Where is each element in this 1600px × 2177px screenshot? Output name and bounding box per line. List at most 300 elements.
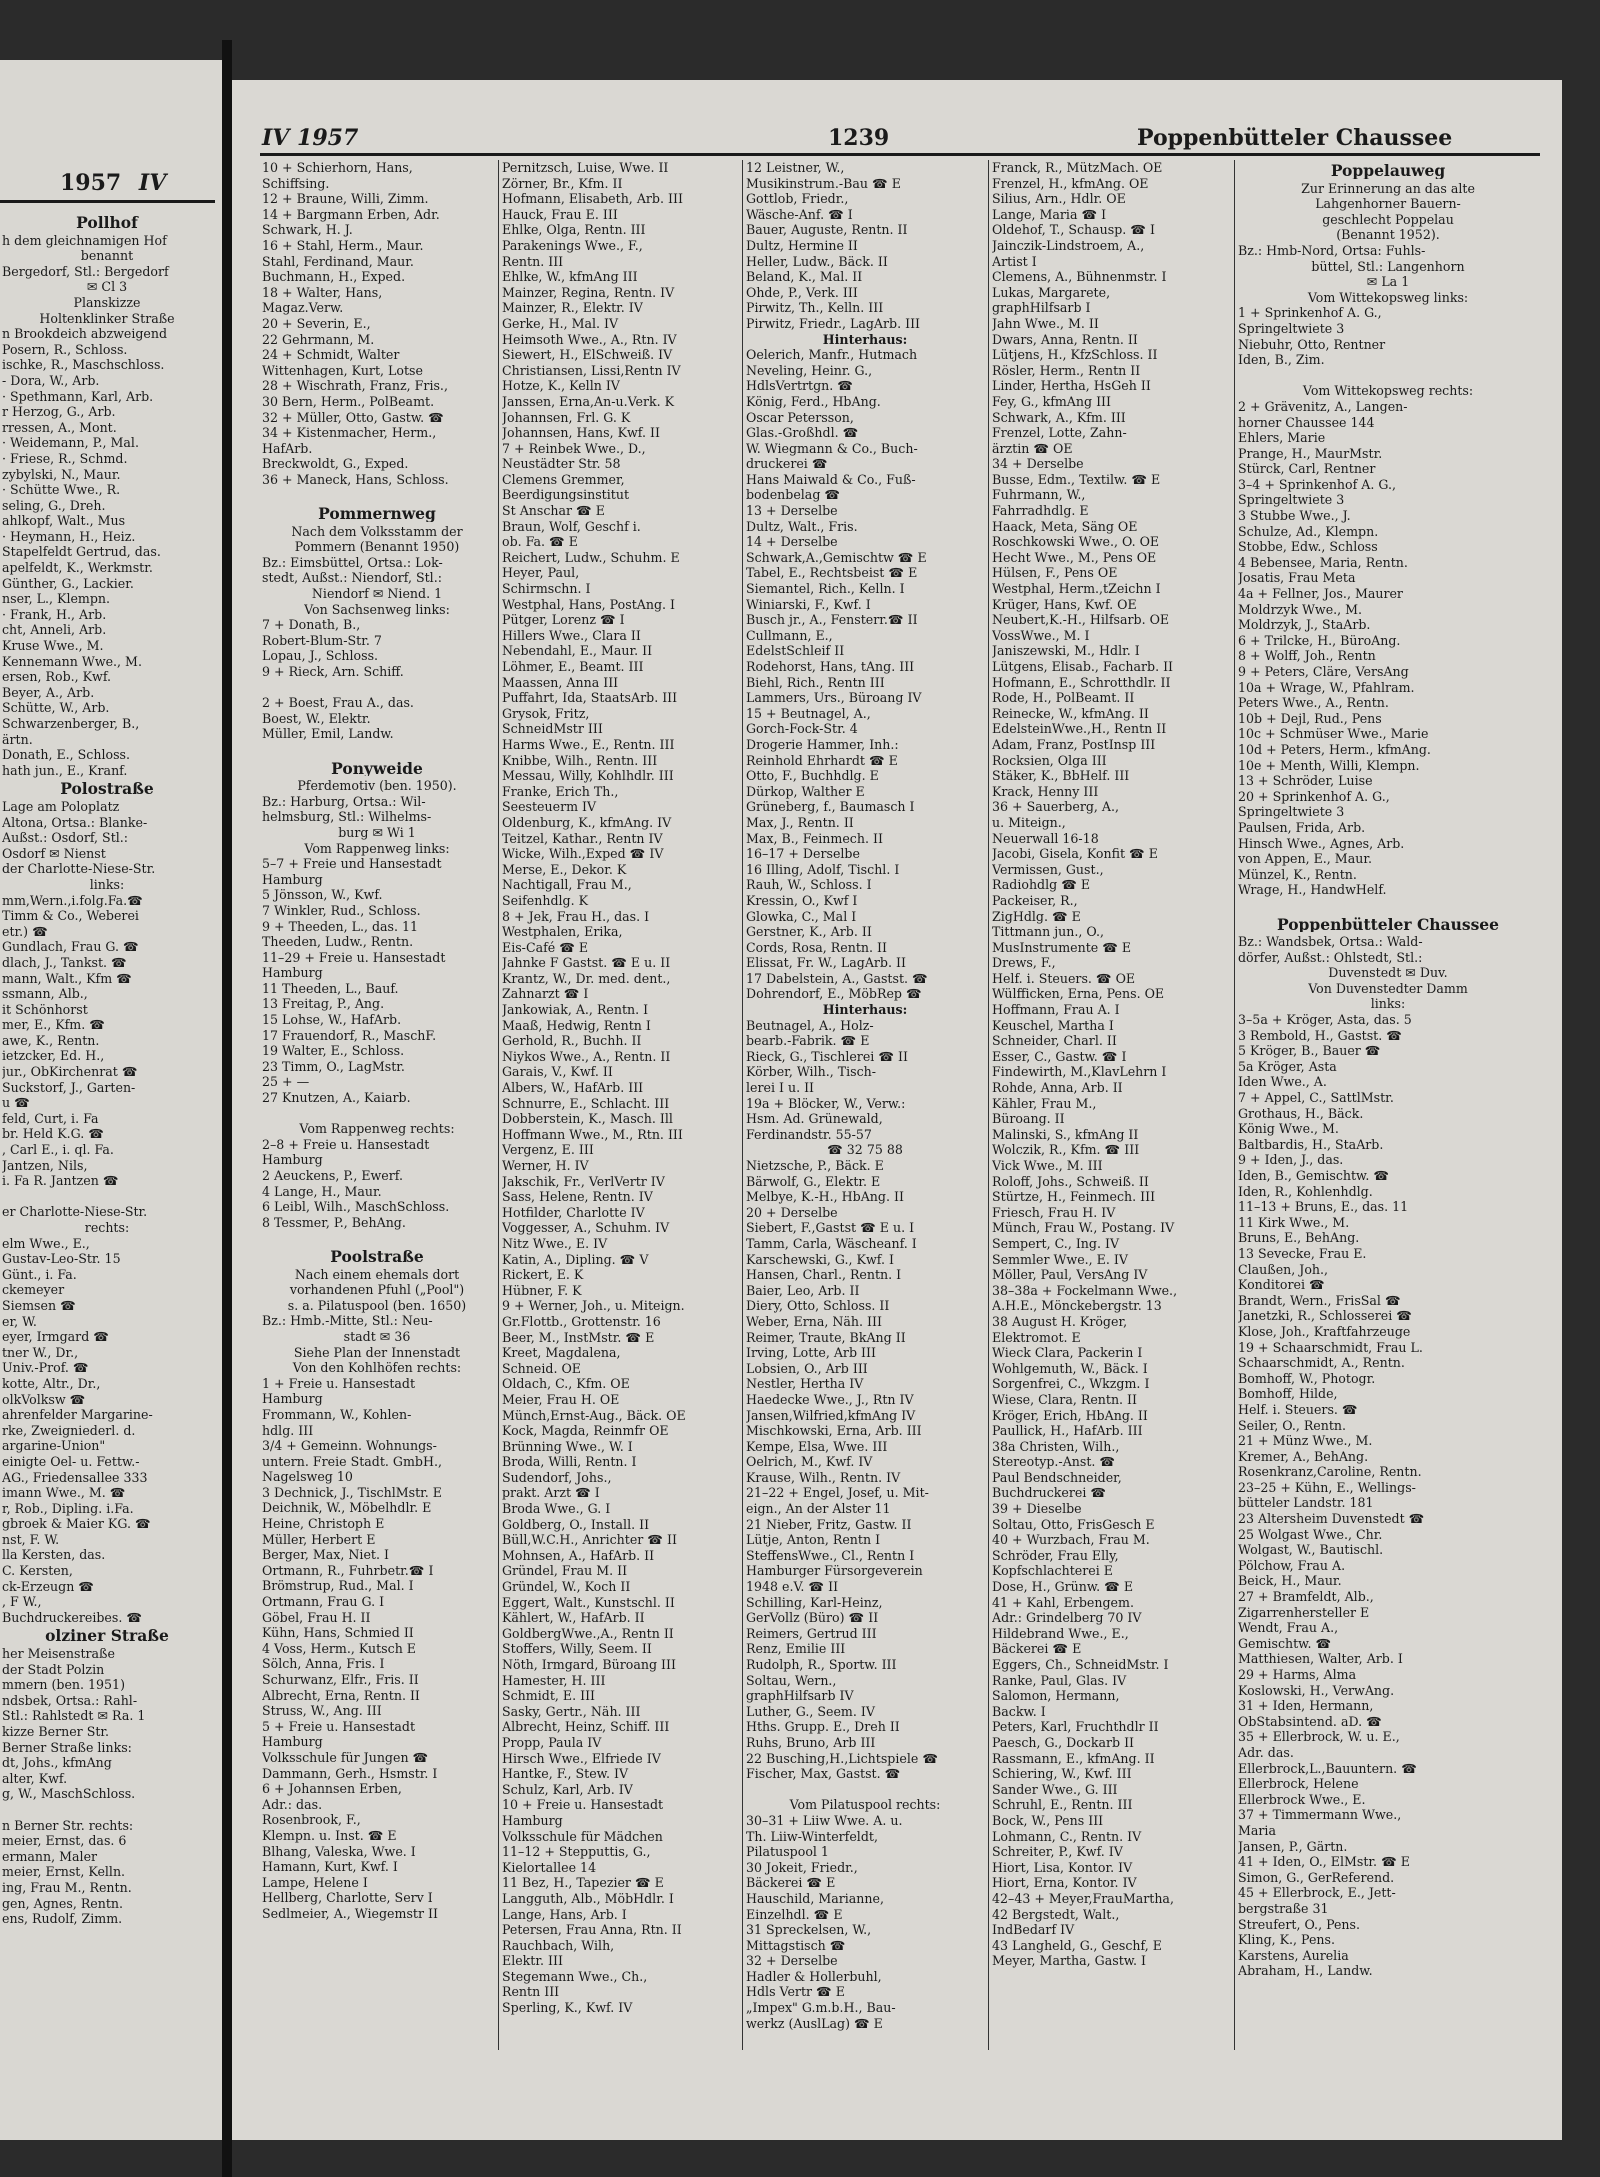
directory-entry: ob. Fa. ☎ E <box>502 534 578 550</box>
directory-entry: Koslowski, H., VerwAng. <box>1238 1682 1395 1698</box>
directory-entry: Grothaus, H., Bäck. <box>1238 1105 1364 1121</box>
directory-entry: Dohrendorf, E., MöbRep ☎ <box>746 986 922 1002</box>
directory-entry: Rudolph, R., Sportw. III <box>746 1657 897 1672</box>
directory-entry: Sudendorf, Johs., <box>502 1469 612 1485</box>
directory-entry: Luther, G., Seem. IV <box>746 1703 875 1719</box>
directory-entry: Wrage, H., HandwHelf. <box>1238 882 1387 898</box>
directory-entry: Nestler, Hertha IV <box>746 1376 864 1392</box>
directory-entry: Schruhl, E., Rentn. III <box>992 1797 1133 1813</box>
directory-entry: Stobbe, Edw., Schloss <box>1238 539 1378 555</box>
directory-entry: Dürkop, Walther E <box>746 783 865 799</box>
directory-entry: Lange, Hans, Arb. I <box>502 1906 627 1922</box>
column-3 <box>746 160 984 2031</box>
directory-entry: Grysok, Fritz, <box>502 705 590 721</box>
directory-entry <box>1238 368 1538 384</box>
directory-entry: 8 + Wolff, Joh., Rentn <box>1238 648 1376 664</box>
directory-entry: St Anschar ☎ E <box>502 503 605 519</box>
column-2 <box>502 160 737 2016</box>
directory-entry: Goldberg, O., Install. II <box>502 1516 650 1532</box>
directory-entry: ischke, R., Maschschloss. <box>2 357 165 373</box>
directory-entry: Ehlke, Olga, Rentn. III <box>502 222 646 238</box>
directory-entry <box>262 487 492 503</box>
directory-entry: 30 Bern, Herm., PolBeamt. <box>262 393 435 409</box>
directory-entry: Braun, Wolf, Geschf i. <box>502 518 641 534</box>
directory-entry: 11–12 + Stepputtis, G., <box>502 1844 651 1860</box>
directory-entry: 25 Wolgast Wwe., Chr. <box>1238 1526 1383 1542</box>
directory-entry: Stoffers, Willy, Seem. II <box>502 1641 652 1657</box>
directory-entry: Kähler, Frau M., <box>992 1095 1097 1111</box>
directory-entry: links: <box>89 876 125 892</box>
directory-entry: Karstens, Aurelia <box>1238 1947 1349 1963</box>
directory-entry: Mischkowski, Erna, Arb. III <box>746 1423 922 1439</box>
directory-entry: Adr.: das. <box>262 1796 323 1812</box>
directory-entry: 4 Lange, H., Maur. <box>262 1183 382 1199</box>
directory-entry: Sedlmeier, A., Wiegemstr II <box>262 1905 438 1921</box>
directory-entry: 14 + Bargmann Erben, Adr. <box>262 206 440 222</box>
directory-entry: Roloff, Johs., Schweiß. II <box>992 1173 1149 1189</box>
directory-entry: Hinterhaus: <box>822 1002 908 1018</box>
directory-entry: Nöth, Irmgard, Büroang III <box>502 1657 676 1672</box>
directory-entry: Beutnagel, A., Holz- <box>746 1017 874 1033</box>
directory-entry: Oscar Petersson, <box>746 409 854 425</box>
directory-entry: Jakschik, Fr., VerlVertr IV <box>502 1173 665 1189</box>
directory-entry: 6 Leibl, Wilh., MaschSchloss. <box>262 1199 450 1215</box>
directory-entry: 1 + Freie u. Hansestadt <box>262 1375 416 1391</box>
directory-entry: Vom Wittekopsweg links: <box>1307 289 1469 305</box>
directory-entry: argarine-Union" <box>2 1438 106 1454</box>
directory-entry: Oelerich, Manfr., Hutmach <box>746 347 918 363</box>
directory-entry: Brandt, Wern., FrisSal ☎ <box>1238 1292 1401 1308</box>
directory-entry: 12 Leistner, W., <box>746 160 845 175</box>
directory-entry: Münch, Frau W., Postang. IV <box>992 1220 1175 1236</box>
directory-entry: stedt, Außst.: Niendorf, Stl.: <box>262 570 442 586</box>
directory-entry: Christiansen, Lissi,Rentn IV <box>502 362 681 378</box>
directory-entry: Rentn. III <box>502 253 564 269</box>
directory-entry: hath jun., E., Kranf. <box>2 762 128 778</box>
directory-entry: Schulz, Karl, Arb. IV <box>502 1781 633 1797</box>
directory-entry: Schiering, W., Kwf. III <box>992 1766 1132 1782</box>
directory-entry: ckemeyer <box>2 1282 65 1298</box>
directory-entry: Hirsch Wwe., Elfriede IV <box>502 1750 661 1766</box>
directory-entry: Gründel, W., Koch II <box>502 1579 631 1595</box>
directory-entry: Glas.-Großhdl. ☎ <box>746 425 859 441</box>
directory-entry: benannt <box>80 248 134 264</box>
directory-entry: Ranke, Paul, Glas. IV <box>992 1672 1127 1688</box>
directory-entry: Hansen, Charl., Rentn. I <box>746 1267 902 1283</box>
directory-entry: Iden Wwe., A. <box>1238 1074 1327 1090</box>
directory-entry: Gemischtw. ☎ <box>1238 1635 1332 1651</box>
directory-entry: eign., An der Alster 11 <box>746 1501 891 1517</box>
directory-entry: VossWwe., M. I <box>992 627 1090 643</box>
directory-entry: Paulsen, Frida, Arb. <box>1238 819 1366 835</box>
directory-entry: Hecht Wwe., M., Pens OE <box>992 549 1157 565</box>
directory-entry: Lopau, J., Schloss. <box>262 648 379 664</box>
directory-entry: Oldenburg, K., kfmAng. IV <box>502 814 672 830</box>
directory-entry: gen, Agnes, Rentn. <box>2 1895 124 1911</box>
directory-entry: Petersen, Frau Anna, Rtn. II <box>502 1922 682 1938</box>
directory-entry: Dultz, Walt., Fris. <box>746 518 858 534</box>
directory-entry: imann Wwe., M. ☎ <box>2 1485 126 1501</box>
directory-entry: Krantz, W., Dr. med. dent., <box>502 970 671 986</box>
directory-entry: Tabel, E., Rechtsbeist ☎ E <box>746 565 918 581</box>
directory-entry: Hamburg <box>262 1152 323 1168</box>
directory-entry: 4 Voss, Herm., Kutsch E <box>262 1640 417 1656</box>
directory-entry: Niykos Wwe., A., Rentn. II <box>502 1048 671 1064</box>
directory-entry: Heine, Christoph E <box>262 1516 385 1532</box>
directory-entry: Merse, E., Dekor. K <box>502 861 627 877</box>
directory-entry: 10a + Wrage, W., Pfahlram. <box>1238 679 1415 695</box>
directory-entry: einigte Oel- u. Fettw.- <box>2 1453 140 1469</box>
directory-entry: Baier, Leo, Arb. II <box>746 1282 860 1298</box>
directory-entry: Seifenhdlg. K <box>502 892 589 908</box>
directory-entry: Kempe, Elsa, Wwe. III <box>746 1438 888 1454</box>
column-1 <box>262 160 492 1922</box>
directory-entry: · Frank, H., Arb. <box>2 606 107 622</box>
directory-entry: Suckstorf, J., Garten- <box>2 1079 136 1095</box>
directory-entry: eyer, Irmgard ☎ <box>2 1329 109 1345</box>
directory-entry: 36 + Maneck, Hans, Schloss. <box>262 471 449 487</box>
directory-entry: 15 + Beutnagel, A., <box>746 705 871 721</box>
directory-entry: Parakenings Wwe., F., <box>502 237 643 253</box>
directory-entry: Vergenz, E. III <box>502 1142 594 1158</box>
directory-entry: 13 Freitag, P., Ang. <box>262 996 385 1012</box>
directory-entry: Sölch, Anna, Fris. I <box>262 1656 385 1672</box>
directory-entry: Semmler Wwe., E. IV <box>992 1251 1128 1267</box>
directory-entry: Von den Kohlhöfen rechts: <box>292 1360 462 1376</box>
directory-entry: awe, K., Rentn. <box>2 1032 100 1048</box>
directory-entry: Siemantel, Rich., Kelln. I <box>746 581 905 597</box>
directory-entry: König, Ferd., HbAng. <box>746 393 881 409</box>
directory-entry: SteffensWwe., Cl., Rentn I <box>746 1547 915 1563</box>
directory-entry: 11–29 + Freie u. Hansestadt <box>262 949 446 965</box>
street-heading: Ponyweide <box>331 760 423 777</box>
directory-entry <box>262 742 492 758</box>
directory-entry: u. Miteign., <box>992 814 1066 830</box>
directory-entry: gbroek & Maier KG. ☎ <box>2 1516 151 1532</box>
directory-entry: Hillers Wwe., Clara II <box>502 627 641 643</box>
directory-entry: Münzel, K., Rentn. <box>1238 866 1357 882</box>
directory-entry: 11 Bez, H., Tapezier ☎ E <box>502 1875 664 1891</box>
directory-entry: · Heymann, H., Heiz. <box>2 528 136 544</box>
directory-entry: der Charlotte-Niese-Str. <box>2 861 156 877</box>
directory-entry: Buchdruckereibes. ☎ <box>2 1609 143 1625</box>
directory-entry: Ferdinandstr. 55-57 <box>746 1126 872 1142</box>
directory-entry <box>262 680 492 696</box>
directory-entry: Hamburg <box>262 965 323 981</box>
directory-entry: Krack, Henny III <box>992 783 1099 799</box>
directory-entry: Bz.: Hmb-Nord, Ortsa: Fuhls- <box>1238 242 1426 258</box>
directory-entry: 5 Kröger, B., Bauer ☎ <box>1238 1043 1381 1059</box>
directory-entry: ✉ Cl 3 <box>86 279 128 295</box>
directory-entry: 11 Theeden, L., Bauf. <box>262 980 399 996</box>
directory-entry: Rosenkranz,Caroline, Rentn. <box>1238 1464 1422 1480</box>
directory-entry: Außst.: Osdorf, Stl.: <box>2 830 129 846</box>
directory-entry: Harms Wwe., E., Rentn. III <box>502 736 675 752</box>
right-header-left: IV 1957 <box>262 125 359 151</box>
directory-entry: Gerhold, R., Buchh. II <box>502 1033 642 1049</box>
directory-entry: Lütje, Anton, Rentn I <box>746 1532 881 1548</box>
directory-entry: Wülfficken, Erna, Pens. OE <box>992 986 1165 1002</box>
directory-entry: Bz.: Hmb.-Mitte, Stl.: Neu- <box>262 1313 433 1329</box>
directory-entry: Schneid. OE <box>502 1360 581 1376</box>
directory-entry: br. Held K.G. ☎ <box>2 1126 104 1142</box>
directory-entry: Hans Maiwald & Co., Fuß- <box>746 471 916 487</box>
directory-entry: Langguth, Alb., MöbHdlr. I <box>502 1890 674 1906</box>
directory-entry: Möller, Paul, VersAng IV <box>992 1267 1148 1283</box>
directory-entry: Packeiser, R., <box>992 892 1078 908</box>
directory-entry: 3–5a + Kröger, Asta, das. 5 <box>1238 1012 1412 1028</box>
directory-entry: Lukas, Margarete, <box>992 284 1111 300</box>
directory-entry: Ehlers, Marie <box>1238 430 1326 446</box>
directory-entry: 13 + Schröder, Luise <box>1238 773 1373 789</box>
directory-entry: Breckwoldt, G., Exped. <box>262 456 409 472</box>
directory-entry: mann, Walt., Kfm ☎ <box>2 970 132 986</box>
directory-entry: Sasky, Gertr., Näh. III <box>502 1703 641 1719</box>
directory-entry: n Brookdeich abzweigend <box>2 326 168 342</box>
directory-entry: 9 + Peters, Cläre, VersAng <box>1238 664 1409 679</box>
directory-entry: Brünning Wwe., W. I <box>502 1438 633 1454</box>
directory-entry: n Berner Str. rechts: <box>2 1817 134 1833</box>
directory-entry: Heller, Ludw., Bäck. II <box>746 253 888 269</box>
directory-entry: Seiler, O., Rentn. <box>1238 1417 1347 1433</box>
directory-entry: büttel, Stl.: Langenhorn <box>1311 258 1465 274</box>
directory-entry: 10e + Menth, Willi, Klempn. <box>1238 757 1420 773</box>
directory-entry: Hamburg <box>262 1734 323 1750</box>
directory-entry: ersen, Rob., Kwf. <box>2 669 112 685</box>
directory-entry: Bruns, E., BehAng. <box>1238 1230 1360 1246</box>
directory-entry: Albrecht, Heinz, Schiff. III <box>502 1719 670 1735</box>
directory-entry: rechts: <box>84 1220 130 1235</box>
directory-entry: Beerdigungsinstitut <box>502 487 630 503</box>
directory-entry: Wolgast, W., Bautischl. <box>1238 1542 1384 1558</box>
directory-entry: Bomhoff, Hilde, <box>1238 1386 1338 1402</box>
directory-entry: 34 + Derselbe <box>992 456 1084 472</box>
directory-entry: Gustav-Leo-Str. 15 <box>2 1251 121 1267</box>
directory-entry: Eggert, Walt., Kunstschl. II <box>502 1594 675 1610</box>
directory-entry: ärztin ☎ OE <box>992 440 1073 456</box>
directory-entry: Clemens Gremmer, <box>502 471 625 487</box>
directory-entry: Drews, F., <box>992 955 1056 971</box>
directory-entry: Hamann, Kurt, Kwf. I <box>262 1859 398 1875</box>
directory-entry: her Meisenstraße <box>2 1646 115 1662</box>
directory-entry: Müller, Emil, Landw. <box>262 726 394 742</box>
directory-entry: 38–38a + Fockelmann Wwe., <box>992 1282 1178 1298</box>
directory-entry: r, Rob., Dipling. i.Fa. <box>2 1500 134 1516</box>
directory-entry: Stürck, Carl, Rentner <box>1238 461 1376 477</box>
directory-entry: Schulze, Ad., Klempn. <box>1238 523 1379 539</box>
directory-entry: Buchdruckerei ☎ <box>992 1485 1107 1501</box>
left-column <box>2 212 212 1927</box>
directory-entry: Keuschel, Martha I <box>992 1017 1114 1033</box>
column-divider <box>988 160 989 2050</box>
street-heading: olziner Straße <box>45 1628 169 1645</box>
right-header-rule <box>260 153 1540 156</box>
directory-entry: r Herzog, G., Arb. <box>2 404 116 420</box>
directory-entry: Abraham, H., Landw. <box>1238 1963 1373 1979</box>
directory-entry: 15 Lohse, W., HafArb. <box>262 1012 402 1028</box>
directory-entry: g, W., MaschSchloss. <box>2 1786 136 1802</box>
directory-entry: Oldehof, T., Schausp. ☎ I <box>992 222 1155 238</box>
directory-entry: 7 Winkler, Rud., Schloss. <box>262 902 421 918</box>
directory-entry: Rode, H., PolBeamt. II <box>992 690 1135 706</box>
directory-entry: dörfer, Außst.: Ohlstedt, Stl.: <box>1238 949 1423 965</box>
directory-entry: ☎ 32 75 88 <box>827 1142 903 1158</box>
directory-entry: Bäckerei ☎ E <box>992 1641 1082 1657</box>
directory-entry: Grüneberg, f., Baumasch I <box>746 799 915 815</box>
left-header-rule <box>0 200 215 203</box>
directory-entry: horner Chaussee 144 <box>1238 414 1375 430</box>
directory-entry: Mohnsen, A., HafArb. II <box>502 1547 655 1563</box>
directory-entry: ermann, Maler <box>2 1848 98 1864</box>
directory-entry: Schwark,A.,Gemischtw ☎ E <box>746 549 927 565</box>
directory-entry: Rohde, Anna, Arb. II <box>992 1080 1123 1096</box>
directory-entry: Iden, B., Zim. <box>1238 352 1325 368</box>
directory-entry: Johannsen, Hans, Kwf. II <box>502 425 660 441</box>
directory-entry: 35 + Ellerbrock, W. u. E., <box>1238 1729 1400 1745</box>
directory-entry: Kielortallee 14 <box>502 1859 597 1875</box>
directory-entry: 4a + Fellner, Jos., Maurer <box>1238 586 1403 602</box>
directory-entry: Hotfilder, Charlotte IV <box>502 1204 645 1220</box>
street-heading: Pommernweg <box>318 506 436 522</box>
directory-entry: MusInstrumente ☎ E <box>992 939 1132 955</box>
directory-entry <box>746 1782 984 1798</box>
directory-entry: helmsburg, Stl.: Wilhelms- <box>262 809 432 825</box>
column-divider <box>1234 160 1235 2050</box>
directory-entry: Fuhrmann, W., <box>992 487 1086 503</box>
directory-entry: Dwars, Anna, Rentn. II <box>992 331 1138 347</box>
directory-entry: Lammers, Urs., Büroang IV <box>746 690 922 706</box>
directory-entry: 32 + Müller, Otto, Gastw. ☎ <box>262 409 444 425</box>
directory-entry: Wiese, Clara, Rentn. II <box>992 1391 1138 1407</box>
directory-entry: Vom Rappenweg links: <box>304 840 450 856</box>
directory-entry: Otto, F., Buchhdlg. E <box>746 768 879 784</box>
directory-entry: Mainzer, Regina, Rentn. IV <box>502 284 675 300</box>
directory-entry <box>262 1106 492 1122</box>
directory-entry: Pferdemotiv (ben. 1950). <box>297 778 457 794</box>
directory-entry: Adr. das. <box>1238 1744 1294 1760</box>
directory-entry: 2–8 + Freie u. Hansestadt <box>262 1136 430 1152</box>
directory-entry: Peters, Karl, Fruchthdlr II <box>992 1719 1159 1735</box>
directory-entry: Gundlach, Frau G. ☎ <box>2 939 139 955</box>
directory-entry: Vick Wwe., M. III <box>992 1158 1103 1173</box>
directory-entry: Sander Wwe., G. III <box>992 1781 1118 1797</box>
directory-entry: Reinecke, W., kfmAng. II <box>992 705 1149 721</box>
directory-entry: Biehl, Rich., Rentn III <box>746 674 885 690</box>
directory-entry: cht, Anneli, Arb. <box>2 622 107 638</box>
directory-entry: i. Fa R. Jantzen ☎ <box>2 1173 119 1189</box>
directory-entry: Karschewski, G., Kwf. I <box>746 1251 894 1267</box>
directory-entry: Propp, Paula IV <box>502 1734 602 1750</box>
directory-entry <box>262 1230 492 1246</box>
directory-entry: Friesch, Frau H. IV <box>992 1204 1116 1220</box>
directory-entry: Bz.: Wandsbek, Ortsa.: Wald- <box>1238 934 1423 950</box>
directory-entry: Schneider, Charl. II <box>992 1033 1117 1049</box>
directory-entry: Gr.Flottb., Grottenstr. 16 <box>502 1313 661 1329</box>
directory-entry: Schmidt, E. III <box>502 1688 596 1704</box>
directory-entry: 9 + Werner, Joh., u. Miteign. <box>502 1298 685 1314</box>
directory-entry: Jantzen, Nils, <box>2 1157 88 1173</box>
column-divider <box>498 160 499 2050</box>
directory-entry: Hamburger Fürsorgeverein <box>746 1563 923 1579</box>
directory-entry: Pölchow, Frau A. <box>1238 1557 1346 1573</box>
directory-entry: ens, Rudolf, Zimm. <box>2 1911 123 1927</box>
street-heading: Poppenbütteler Chaussee <box>1276 916 1500 933</box>
directory-entry: Renz, Emilie III <box>746 1641 846 1657</box>
directory-entry: 5–7 + Freie und Hansestadt <box>262 856 442 872</box>
directory-entry: 7 + Reinbek Wwe., D., <box>502 440 646 456</box>
directory-entry: Drogerie Hammer, Inh.: <box>746 736 899 752</box>
directory-entry: Sempert, C., Ing. IV <box>992 1235 1120 1251</box>
directory-entry: Planskizze <box>73 294 141 310</box>
directory-entry: 27 Knutzen, A., Kaiarb. <box>262 1090 411 1106</box>
directory-entry: Struss, W., Ang. III <box>262 1703 382 1719</box>
directory-entry: Hths. Grupp. E., Dreh II <box>746 1719 900 1735</box>
directory-entry: Rocksien, Olga III <box>992 752 1107 768</box>
directory-entry: Seesteuerm IV <box>502 799 597 815</box>
directory-entry: 3 Rembold, H., Gastst. ☎ <box>1238 1027 1402 1043</box>
directory-entry: tner W., Dr., <box>2 1344 79 1360</box>
directory-entry: Paul Bendschneider, <box>992 1469 1122 1485</box>
directory-entry: Dammann, Gerh., Hsmstr. I <box>262 1765 438 1781</box>
directory-entry: Albers, W., HafArb. III <box>502 1080 644 1096</box>
directory-entry: Blhang, Valeska, Wwe. I <box>262 1843 416 1859</box>
left-header-year: 1957 <box>60 170 122 196</box>
directory-entry <box>2 1189 212 1205</box>
directory-entry: Von Duvenstedter Damm <box>1308 980 1468 996</box>
directory-entry: Melbye, K.-H., HbAng. II <box>746 1189 904 1205</box>
directory-entry: Rassmann, E., kfmAng. II <box>992 1750 1155 1766</box>
directory-entry: Wittenhagen, Kurt, Lotse <box>262 362 423 378</box>
directory-entry: dlach, J., Tankst. ☎ <box>2 954 127 970</box>
directory-entry: Roschkowski Wwe., O. OE <box>992 534 1160 550</box>
directory-entry: HdlsVertrtgn. ☎ <box>746 378 853 394</box>
directory-entry: Siehe Plan der Innenstadt <box>293 1344 461 1360</box>
directory-entry: Soltau, Otto, FrisGesch E <box>992 1516 1155 1532</box>
directory-entry: 1948 e.V. ☎ II <box>746 1579 839 1595</box>
directory-entry: Hofmann, E., Schrotthdlr. II <box>992 674 1171 690</box>
directory-entry: Hellberg, Charlotte, Serv I <box>262 1890 433 1906</box>
directory-entry: Claußen, Joh., <box>1238 1261 1329 1277</box>
directory-entry: Gründel, Frau M. II <box>502 1563 628 1579</box>
directory-entry: 3 Dechnick, J., TischlMstr. E <box>262 1484 442 1500</box>
directory-entry: 7 + Donath, B., <box>262 617 361 633</box>
directory-entry: 38a Christen, Wilh., <box>992 1438 1120 1454</box>
directory-entry: Jainczik-Lindstroem, A., <box>992 237 1145 253</box>
directory-entry: Cords, Rosa, Rentn. II <box>746 939 887 955</box>
directory-entry: Zahnarzt ☎ I <box>502 986 589 1002</box>
directory-entry: Wohlgemuth, W., Bäck. I <box>992 1360 1148 1376</box>
directory-entry: Neuerwall 16-18 <box>992 830 1099 846</box>
directory-entry: Sass, Helene, Rentn. IV <box>502 1189 653 1205</box>
directory-entry: Springeltwiete 3 <box>1238 320 1345 336</box>
directory-entry: Reimers, Gertrud III <box>746 1625 877 1641</box>
directory-entry: C. Kersten, <box>2 1563 73 1579</box>
directory-entry: Dobberstein, K., Masch. Ill <box>502 1111 673 1127</box>
directory-entry: Neubert,K.-H., Hilfsarb. OE <box>992 612 1170 628</box>
directory-entry: Radiohdlg ☎ E <box>992 877 1091 893</box>
directory-entry: Albrecht, Erna, Rentn. II <box>262 1687 420 1703</box>
directory-entry: 24 + Schmidt, Walter <box>262 347 400 363</box>
directory-entry: Buchmann, H., Exped. <box>262 269 406 285</box>
directory-entry: Iden, R., Kohlenhdlg. <box>1238 1183 1373 1199</box>
directory-entry: 19 Walter, E., Schloss. <box>262 1043 405 1059</box>
directory-entry: Lobsien, O., Arb III <box>746 1360 868 1376</box>
directory-entry: seling, G., Dreh. <box>2 497 106 513</box>
directory-entry: alter, Kwf. <box>2 1770 68 1786</box>
directory-entry: Elektromot. E <box>992 1329 1081 1345</box>
directory-entry: W. Wiegmann & Co., Buch- <box>746 440 918 456</box>
directory-entry: Hiort, Erna, Kontor. IV <box>992 1875 1137 1891</box>
